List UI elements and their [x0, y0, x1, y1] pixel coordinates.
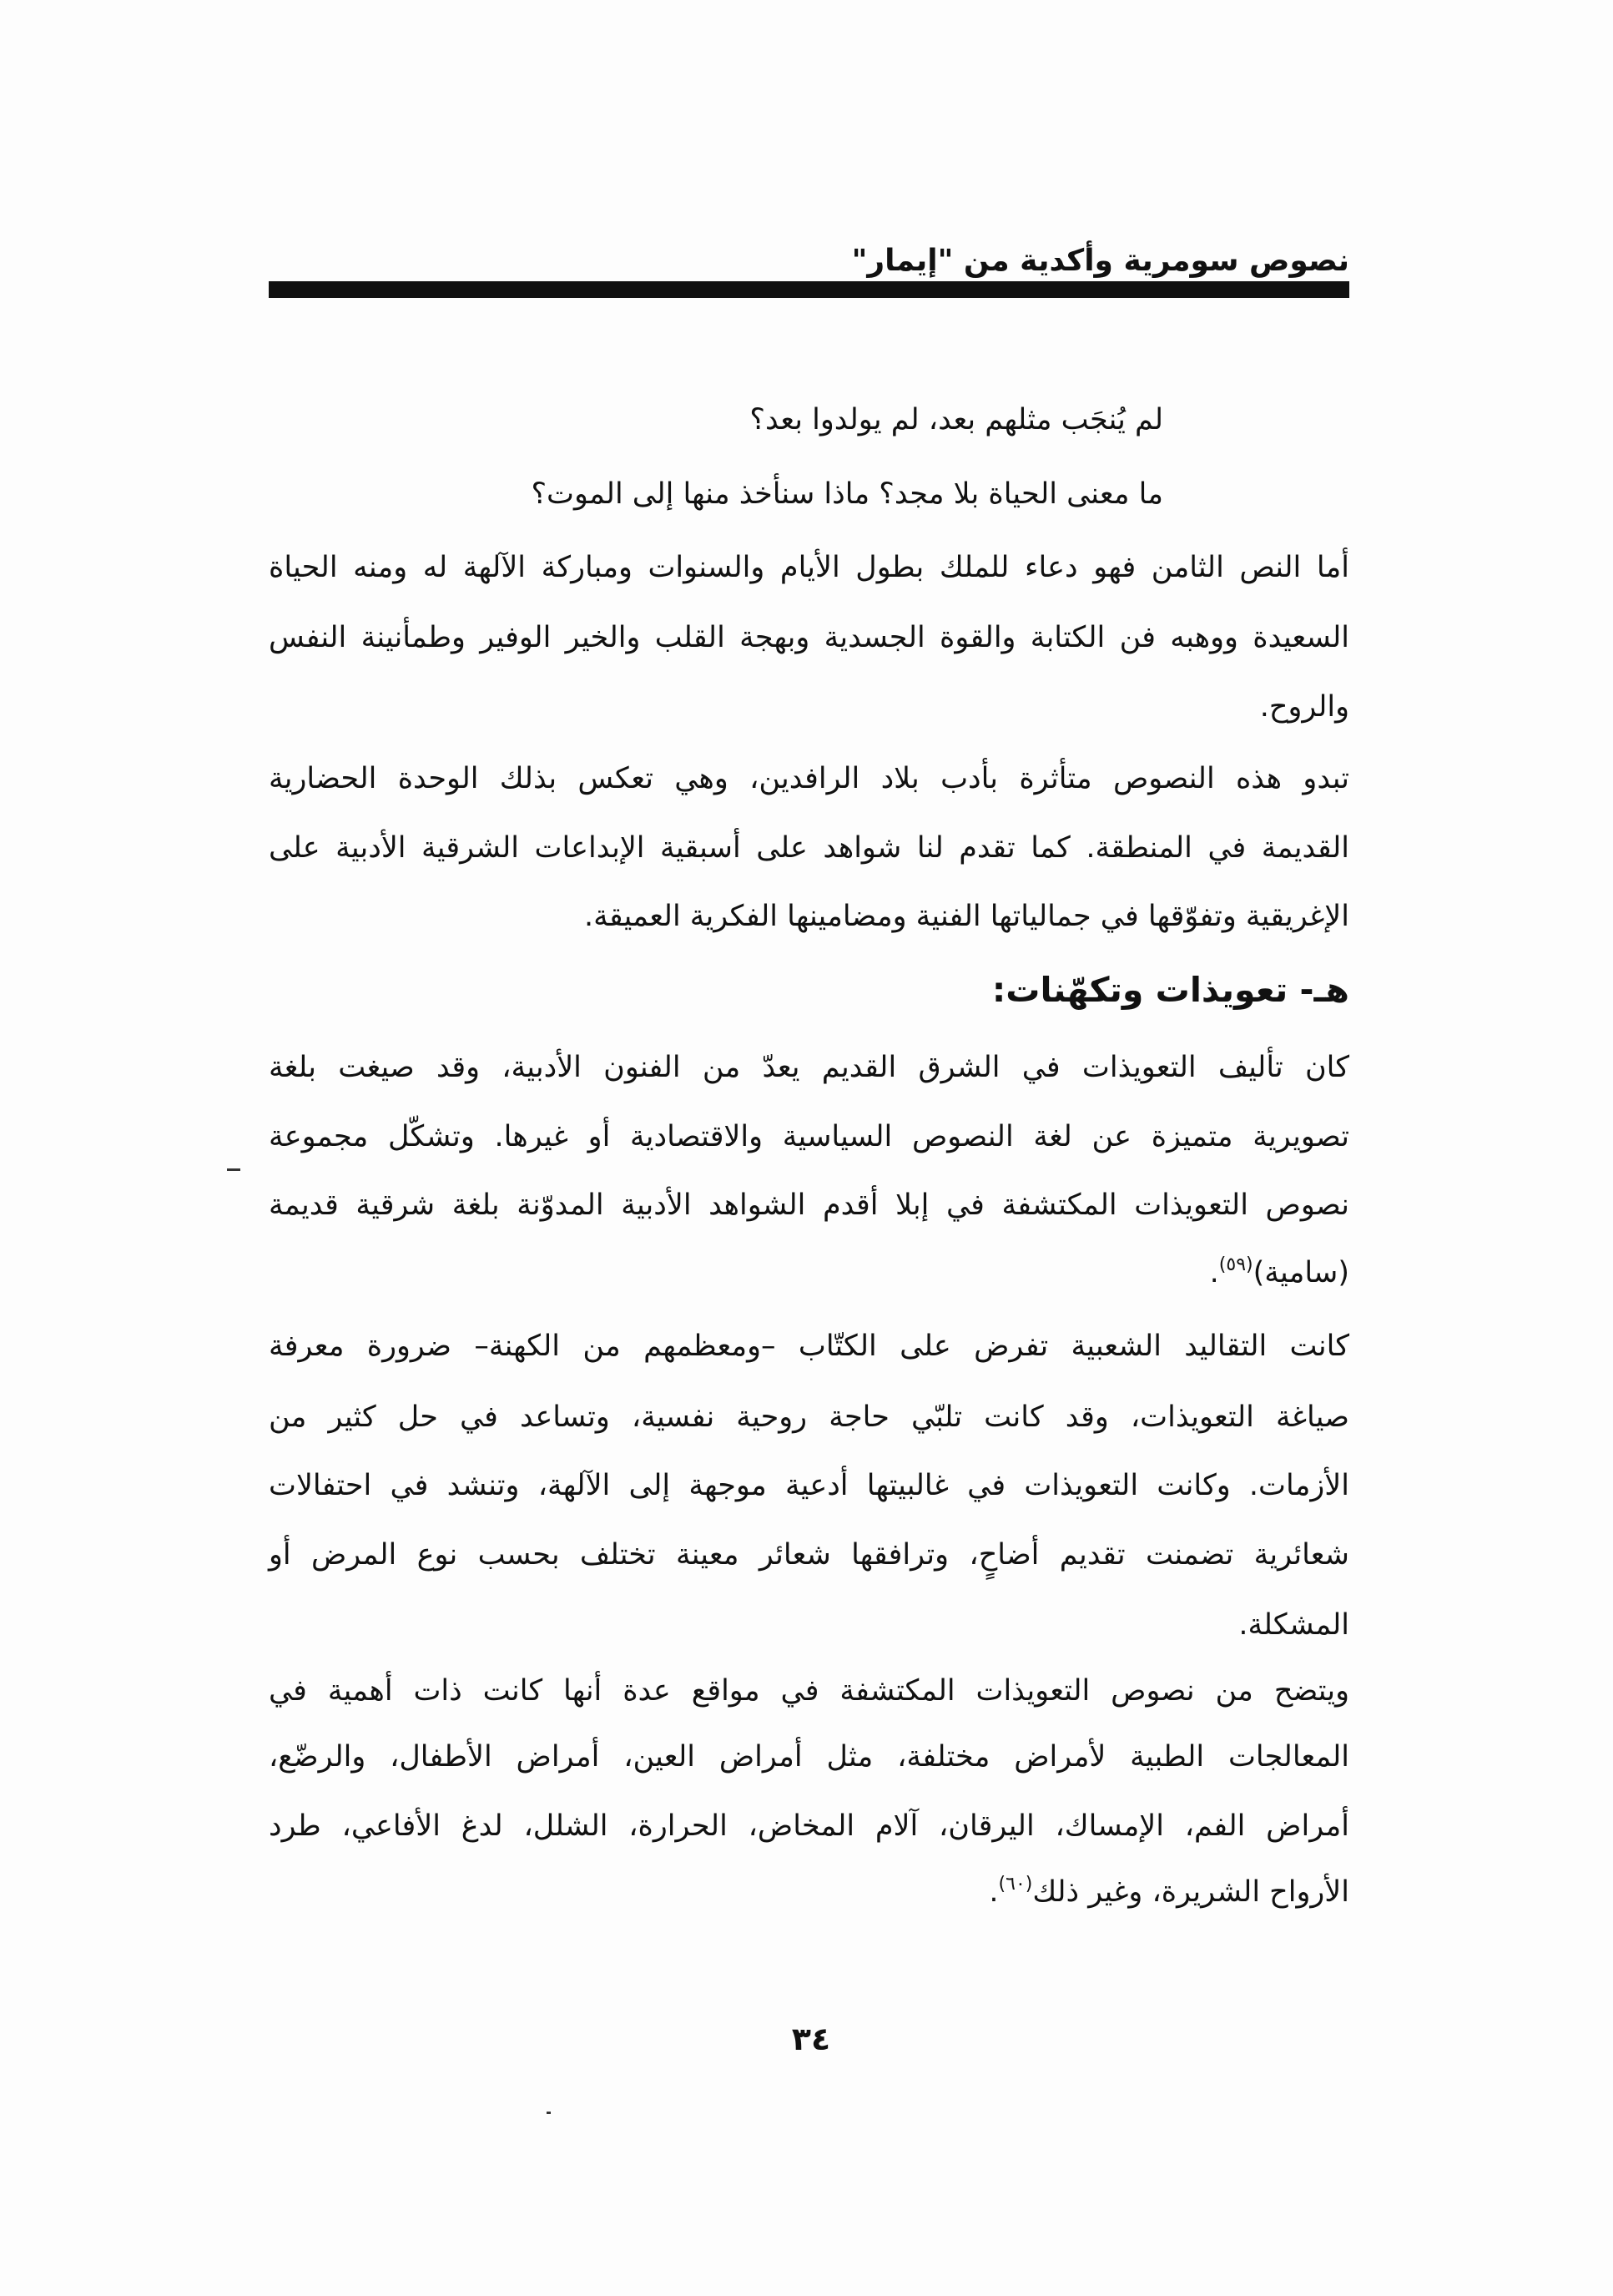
body-text-line: أما النص الثامن فهو دعاء للملك بطول الأيام والسنوات ومباركة الآلهة له ومنه الحياة: [269, 551, 1349, 584]
line-text: الأرواح الشريرة، وغير ذلك: [1032, 1875, 1349, 1909]
body-text-line: كانت التقاليد الشعبية تفرض على الكتّاب –ومعظمهم من الكهنة– ضرورة معرفة: [269, 1330, 1349, 1363]
body-text-line: شعائرية تضمنت تقديم أضاحٍ، وترافقها شعائر معينة تختلف بحسب نوع المرض أو: [269, 1538, 1349, 1572]
line-text: (سامية): [1253, 1256, 1349, 1289]
line-punctuation: .: [989, 1875, 999, 1909]
running-title: نصوص سومرية وأكدية من "إيمار": [851, 244, 1349, 278]
verse-line: ما معنى الحياة بلا مجد؟ ماذا سنأخذ منها إلى الموت؟: [531, 477, 1163, 511]
body-text-line: المعالجات الطبية لأمراض مختلفة، مثل أمراض العين، أمراض الأطفال، والرضّع،: [269, 1740, 1349, 1774]
header-rule: [269, 281, 1349, 298]
footnote-reference: (٥٩): [1218, 1254, 1253, 1275]
body-text-line: المشكلة.: [1238, 1608, 1349, 1642]
scan-artifact-mark: [227, 1168, 240, 1171]
body-text-line: تصويرية متميزة عن لغة النصوص السياسية والاقتصادية أو غيرها. وتشكّل مجموعة: [269, 1120, 1349, 1153]
page-number: ٣٤: [791, 2021, 831, 2057]
body-text-line: كان تأليف التعويذات في الشرق القديم يعدّ من الفنون الأدبية، وقد صيغت بلغة: [269, 1051, 1349, 1084]
body-text-line: الأزمات. وكانت التعويذات في غالبيتها أدعية موجهة إلى الآلهة، وتنشد في احتفالات: [269, 1469, 1349, 1502]
body-text-line: الإغريقية وتفوّقها في جمالياتها الفنية ومضامينها الفكرية العميقة.: [584, 900, 1349, 933]
footnote-reference: (٦٠): [998, 1874, 1033, 1895]
section-heading: هـ- تعويذات وتكهّنات:: [991, 970, 1349, 1010]
body-text-line: السعيدة ووهبه فن الكتابة والقوة الجسدية وبهجة القلب والخير الوفير وطمأنينة النفس: [269, 621, 1349, 654]
scan-artifact-mark: [547, 2112, 551, 2114]
body-text-line: تبدو هذه النصوص متأثرة بأدب بلاد الرافدين، وهي تعكس بذلك الوحدة الحضارية: [269, 762, 1349, 795]
body-text-line: القديمة في المنطقة. كما تقدم لنا شواهد على أسبقية الإبداعات الشرقية الأدبية على: [269, 831, 1349, 865]
line-punctuation: .: [1209, 1256, 1219, 1289]
body-text-line: [269, 1859, 1349, 1925]
verse-line: لم يُنجَب مثلهم بعد، لم يولدوا بعد؟: [749, 403, 1163, 436]
body-text-line: ويتضح من نصوص التعويذات المكتشفة في مواقع عدة أنها كانت ذات أهمية في: [269, 1674, 1349, 1708]
body-text-line: صياغة التعويذات، وقد كانت تلبّي حاجة روحية نفسية، وتساعد في حل كثير من: [269, 1400, 1349, 1434]
body-text-line: نصوص التعويذات المكتشفة في إبلا أقدم الشواهد الأدبية المدوّنة بلغة شرقية قديمة: [269, 1188, 1349, 1222]
body-text-line: أمراض الفم، الإمساك، اليرقان، آلام المخاض، الحرارة، الشلل، لدغ الأفاعي، طرد: [269, 1809, 1349, 1843]
body-text-line: والروح.: [1259, 690, 1349, 724]
body-text-line: [269, 1239, 1349, 1306]
